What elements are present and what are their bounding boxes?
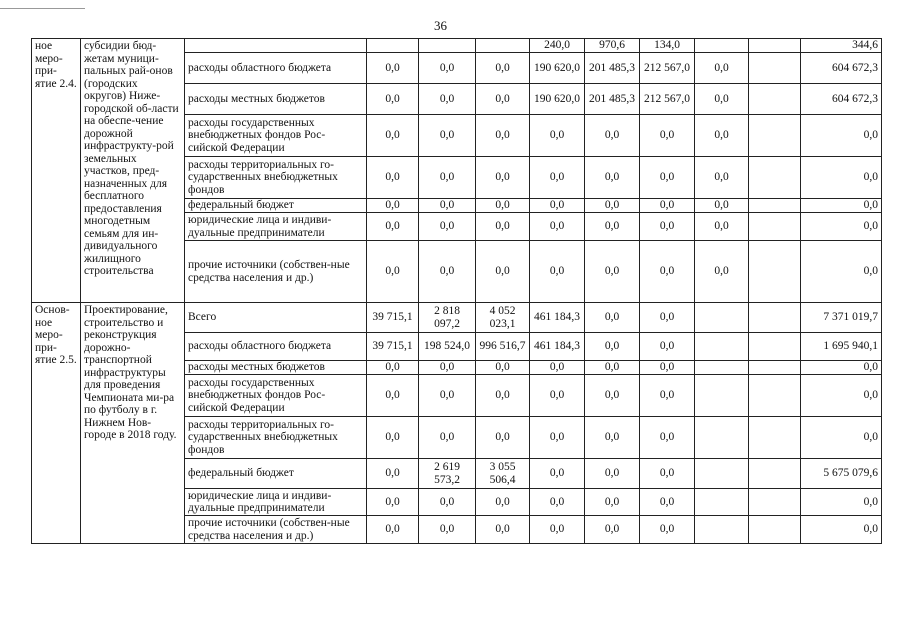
funding-source-cell: расходы государственных внебюджетных фондов Рос-сийской Федерации <box>185 375 367 417</box>
year-value-cell <box>749 417 801 459</box>
year-value-cell <box>749 489 801 516</box>
year-value-cell: 201 485,3 <box>585 53 640 84</box>
year-value-cell: 0,0 <box>367 199 419 213</box>
year-value-cell: 134,0 <box>640 39 695 53</box>
year-value-cell: 0,0 <box>476 241 530 303</box>
year-value-cell: 0,0 <box>476 213 530 241</box>
year-value-cell: 0,0 <box>419 53 476 84</box>
year-value-cell: 0,0 <box>640 157 695 199</box>
year-value-cell: 0,0 <box>419 115 476 157</box>
year-value-cell: 0,0 <box>367 417 419 459</box>
year-value-cell: 0,0 <box>476 489 530 516</box>
year-value-cell: 198 524,0 <box>419 333 476 361</box>
year-value-cell: 0,0 <box>476 199 530 213</box>
year-value-cell: 0,0 <box>640 417 695 459</box>
year-value-cell: 0,0 <box>530 115 585 157</box>
year-value-cell: 0,0 <box>419 241 476 303</box>
year-value-cell <box>695 417 749 459</box>
year-value-cell: 0,0 <box>530 516 585 544</box>
year-value-cell: 212 567,0 <box>640 53 695 84</box>
year-value-cell <box>695 375 749 417</box>
year-value-cell <box>749 157 801 199</box>
year-value-cell: 970,6 <box>585 39 640 53</box>
year-value-cell: 4 052 023,1 <box>476 303 530 333</box>
year-value-cell: 0,0 <box>476 516 530 544</box>
year-value-cell <box>695 39 749 53</box>
year-value-cell: 0,0 <box>695 115 749 157</box>
year-value-cell: 0,0 <box>585 417 640 459</box>
year-value-cell: 0,0 <box>419 84 476 115</box>
year-value-cell <box>695 489 749 516</box>
total-value-cell: 0,0 <box>801 213 882 241</box>
table-row <box>32 39 882 53</box>
year-value-cell: 0,0 <box>530 459 585 489</box>
year-value-cell: 0,0 <box>419 375 476 417</box>
year-value-cell: 39 715,1 <box>367 303 419 333</box>
year-value-cell: 0,0 <box>585 361 640 375</box>
year-value-cell <box>749 84 801 115</box>
year-value-cell: 190 620,0 <box>530 84 585 115</box>
year-value-cell <box>749 213 801 241</box>
year-value-cell: 0,0 <box>695 53 749 84</box>
funding-table <box>31 38 882 544</box>
funding-source-cell: расходы областного бюджета <box>185 53 367 84</box>
year-value-cell: 0,0 <box>530 213 585 241</box>
total-value-cell: 0,0 <box>801 375 882 417</box>
total-value-cell: 7 371 019,7 <box>801 303 882 333</box>
year-value-cell: 461 184,3 <box>530 303 585 333</box>
year-value-cell <box>749 39 801 53</box>
year-value-cell: 0,0 <box>695 157 749 199</box>
total-value-cell: 1 695 940,1 <box>801 333 882 361</box>
funding-source-cell: федеральный бюджет <box>185 459 367 489</box>
year-value-cell: 0,0 <box>367 489 419 516</box>
year-value-cell: 0,0 <box>367 375 419 417</box>
year-value-cell: 0,0 <box>585 333 640 361</box>
funding-source-cell: юридические лица и индиви-дуальные предприниматели <box>185 489 367 516</box>
funding-source-cell: расходы территориальных го-сударственных внебюджетных фондов <box>185 157 367 199</box>
year-value-cell <box>749 375 801 417</box>
year-value-cell: 0,0 <box>640 241 695 303</box>
year-value-cell: 190 620,0 <box>530 53 585 84</box>
year-value-cell: 0,0 <box>640 115 695 157</box>
event-number-cell: ное меро-при-ятие 2.4. <box>32 39 81 303</box>
year-value-cell: 0,0 <box>476 417 530 459</box>
year-value-cell: 0,0 <box>530 157 585 199</box>
total-value-cell: 0,0 <box>801 361 882 375</box>
year-value-cell: 0,0 <box>585 459 640 489</box>
year-value-cell <box>749 361 801 375</box>
year-value-cell: 0,0 <box>367 241 419 303</box>
year-value-cell: 0,0 <box>476 361 530 375</box>
year-value-cell: 0,0 <box>585 375 640 417</box>
year-value-cell: 0,0 <box>530 199 585 213</box>
year-value-cell <box>476 39 530 53</box>
total-value-cell: 0,0 <box>801 241 882 303</box>
year-value-cell: 240,0 <box>530 39 585 53</box>
year-value-cell: 0,0 <box>419 199 476 213</box>
total-value-cell: 0,0 <box>801 417 882 459</box>
year-value-cell <box>749 459 801 489</box>
year-value-cell: 0,0 <box>476 157 530 199</box>
year-value-cell: 0,0 <box>530 361 585 375</box>
year-value-cell: 0,0 <box>695 241 749 303</box>
funding-source-cell: расходы государственных внебюджетных фондов Рос-сийской Федерации <box>185 115 367 157</box>
year-value-cell <box>749 303 801 333</box>
year-value-cell: 0,0 <box>476 84 530 115</box>
total-value-cell: 0,0 <box>801 516 882 544</box>
year-value-cell: 0,0 <box>419 213 476 241</box>
funding-source-cell: Всего <box>185 303 367 333</box>
scan-edge-line <box>0 8 85 9</box>
year-value-cell: 0,0 <box>419 417 476 459</box>
funding-source-cell: федеральный бюджет <box>185 199 367 213</box>
year-value-cell <box>749 199 801 213</box>
year-value-cell: 0,0 <box>367 157 419 199</box>
year-value-cell: 0,0 <box>585 516 640 544</box>
year-value-cell: 0,0 <box>640 489 695 516</box>
year-value-cell <box>749 115 801 157</box>
year-value-cell: 0,0 <box>585 115 640 157</box>
year-value-cell: 0,0 <box>695 213 749 241</box>
year-value-cell: 0,0 <box>585 489 640 516</box>
year-value-cell: 0,0 <box>640 199 695 213</box>
total-value-cell: 5 675 079,6 <box>801 459 882 489</box>
year-value-cell: 2 619 573,2 <box>419 459 476 489</box>
year-value-cell: 0,0 <box>476 375 530 417</box>
year-value-cell: 0,0 <box>695 84 749 115</box>
year-value-cell <box>695 516 749 544</box>
year-value-cell: 0,0 <box>367 53 419 84</box>
total-value-cell: 0,0 <box>801 199 882 213</box>
funding-source-cell: прочие источники (собствен-ные средства населения и др.) <box>185 241 367 303</box>
year-value-cell: 0,0 <box>640 333 695 361</box>
total-value-cell: 0,0 <box>801 489 882 516</box>
event-number-cell: Основ-ное меро-при-ятие 2.5. <box>32 303 81 544</box>
table-row <box>32 303 882 333</box>
funding-source-cell: расходы местных бюджетов <box>185 361 367 375</box>
year-value-cell: 0,0 <box>367 361 419 375</box>
year-value-cell: 39 715,1 <box>367 333 419 361</box>
year-value-cell: 0,0 <box>585 157 640 199</box>
year-value-cell: 0,0 <box>476 115 530 157</box>
year-value-cell: 996 516,7 <box>476 333 530 361</box>
year-value-cell: 0,0 <box>640 361 695 375</box>
year-value-cell: 2 818 097,2 <box>419 303 476 333</box>
year-value-cell: 0,0 <box>640 459 695 489</box>
year-value-cell: 0,0 <box>585 241 640 303</box>
total-value-cell: 604 672,3 <box>801 84 882 115</box>
funding-source-cell: расходы территориальных го-сударственных внебюджетных фондов <box>185 417 367 459</box>
year-value-cell <box>749 516 801 544</box>
event-description-cell: Проектирование, строительство и реконструкция дорожно-транспортной инфраструктуры для проведения Чемпионата ми-ра по футболу в г. Нижнем Нов-городе в 2018 году. <box>81 303 185 544</box>
year-value-cell <box>695 459 749 489</box>
total-value-cell: 0,0 <box>801 115 882 157</box>
year-value-cell <box>695 361 749 375</box>
year-value-cell: 0,0 <box>695 199 749 213</box>
funding-source-cell: расходы местных бюджетов <box>185 84 367 115</box>
year-value-cell: 461 184,3 <box>530 333 585 361</box>
year-value-cell: 0,0 <box>367 213 419 241</box>
year-value-cell <box>749 241 801 303</box>
total-value-cell: 344,6 <box>801 39 882 53</box>
year-value-cell: 0,0 <box>585 213 640 241</box>
funding-source-cell: прочие источники (собствен-ные средства населения и др.) <box>185 516 367 544</box>
year-value-cell: 0,0 <box>530 241 585 303</box>
funding-source-cell: расходы областного бюджета <box>185 333 367 361</box>
year-value-cell: 0,0 <box>367 115 419 157</box>
year-value-cell: 0,0 <box>476 53 530 84</box>
funding-source-cell: юридические лица и индиви-дуальные предприниматели <box>185 213 367 241</box>
year-value-cell: 0,0 <box>419 361 476 375</box>
page-number: 36 <box>434 18 447 33</box>
year-value-cell: 0,0 <box>367 84 419 115</box>
year-value-cell <box>695 303 749 333</box>
year-value-cell: 0,0 <box>640 375 695 417</box>
year-value-cell: 3 055 506,4 <box>476 459 530 489</box>
year-value-cell <box>695 333 749 361</box>
total-value-cell: 0,0 <box>801 157 882 199</box>
total-value-cell: 604 672,3 <box>801 53 882 84</box>
funding-source-cell <box>185 39 367 53</box>
year-value-cell: 0,0 <box>585 199 640 213</box>
year-value-cell: 212 567,0 <box>640 84 695 115</box>
year-value-cell: 0,0 <box>419 489 476 516</box>
year-value-cell <box>749 333 801 361</box>
year-value-cell <box>749 53 801 84</box>
year-value-cell: 0,0 <box>367 459 419 489</box>
year-value-cell: 0,0 <box>640 516 695 544</box>
year-value-cell: 0,0 <box>530 375 585 417</box>
year-value-cell: 0,0 <box>419 157 476 199</box>
year-value-cell: 201 485,3 <box>585 84 640 115</box>
year-value-cell <box>367 39 419 53</box>
year-value-cell <box>419 39 476 53</box>
year-value-cell: 0,0 <box>530 417 585 459</box>
year-value-cell: 0,0 <box>367 516 419 544</box>
year-value-cell: 0,0 <box>419 516 476 544</box>
year-value-cell: 0,0 <box>640 303 695 333</box>
year-value-cell: 0,0 <box>640 213 695 241</box>
event-description-cell: субсидии бюд-жетам муници-пальных рай-онов (городских округов) Ниже-городской об-ласти на обеспе-чение дорожной инфраструкту-рой земельных участков, пред-назначенных для бесплатного предоставления многодетным семьям для ин-дивидуального жилищного строительства <box>81 39 185 303</box>
year-value-cell: 0,0 <box>530 489 585 516</box>
year-value-cell: 0,0 <box>585 303 640 333</box>
